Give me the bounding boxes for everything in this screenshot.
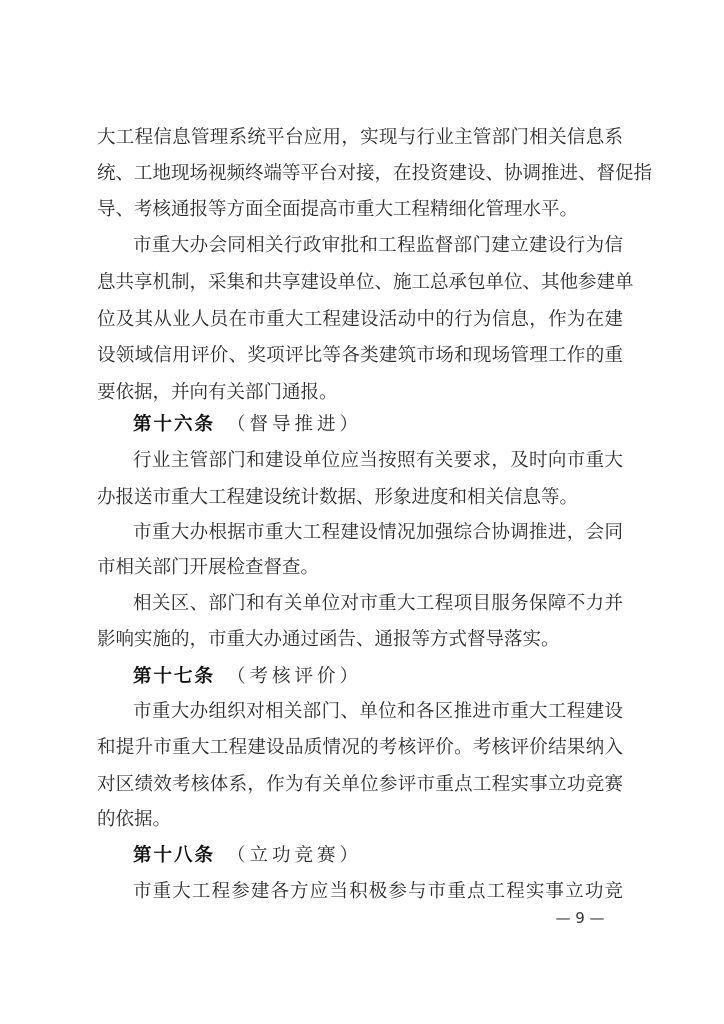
paragraph-line: 办报送市重大工程建设统计数据、形象进度和相关信息等。 (97, 487, 579, 508)
article-title: （考核评价） (227, 666, 363, 687)
page-number: — 9 — (555, 909, 605, 927)
paragraph-line: 导、考核通报等方面全面提高市重大工程精细化管理水平。 (97, 199, 579, 220)
paragraph-line: 大工程信息管理系统平台应用，实现与行业主管部门相关信息系 (97, 127, 623, 148)
article-number: 第十八条 (133, 845, 216, 866)
paragraph-line: 的依据。 (97, 809, 172, 830)
article-heading-16 (133, 413, 362, 437)
paragraph-line: 市重大工程参建各方应当积极参与市重点工程实事立功竞 (133, 881, 623, 902)
paragraph-line: 市重大办根据市重大工程建设情况加强综合协调推进，会同 (133, 522, 623, 543)
paragraph-line: 市相关部门开展检查督查。 (97, 557, 320, 578)
paragraph-line: 息共享机制，采集和共享建设单位、施工总承包单位、其他参建单 (97, 272, 634, 293)
paragraph-line: 设领域信用评价、奖项评比等各类建筑市场和现场管理工作的重 (97, 345, 623, 366)
article-heading-18 (133, 844, 362, 868)
paragraph-line: 市重大办组织对相关部门、单位和各区推进市重大工程建设 (133, 701, 623, 722)
article-heading-17 (133, 665, 362, 689)
paragraph-line: 对区绩效考核体系，作为有关单位参评市重点工程实事立功竞赛 (97, 774, 623, 795)
article-title: （立功竞赛） (227, 845, 363, 866)
article-number: 第十七条 (133, 666, 216, 687)
paragraph-line: 影响实施的，市重大办通过函告、通报等方式督导落实。 (97, 629, 560, 650)
article-title: （督导推进） (227, 414, 363, 435)
paragraph-line: 行业主管部门和建设单位应当按照有关要求，及时向市重大 (133, 450, 623, 471)
paragraph-line: 要依据，并向有关部门通报。 (97, 382, 338, 403)
paragraph-line: 和提升市重大工程建设品质情况的考核评价。考核评价结果纳入 (97, 737, 623, 758)
paragraph-line: 统、工地现场视频终端等平台对接，在投资建设、协调推进、督促指 (97, 163, 653, 184)
paragraph-line: 位及其从业人员在市重大工程建设活动中的行为信息，作为在建 (97, 309, 623, 330)
paragraph-line: 相关区、部门和有关单位对市重大工程项目服务保障不力并 (133, 593, 623, 614)
paragraph-line: 市重大办会同相关行政审批和工程监督部门建立建设行为信 (133, 235, 623, 256)
article-number: 第十六条 (133, 414, 216, 435)
